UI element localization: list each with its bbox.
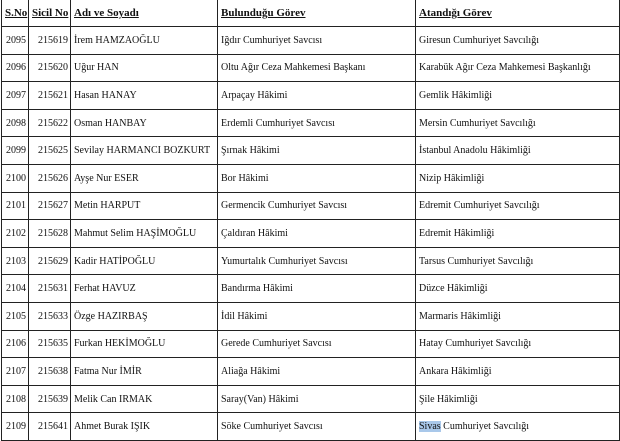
assigned-post-cell: Mersin Cumhuriyet Savcılığı (416, 109, 620, 137)
header-assigned-post: Atandığı Görev (416, 0, 620, 27)
name-cell: Furkan HEKİMOĞLU (71, 330, 218, 358)
current-post-cell: Bandırma Hâkimi (218, 275, 416, 303)
name-cell: Kadir HATİPOĞLU (71, 247, 218, 275)
sno-cell: 2103 (2, 247, 29, 275)
sno-cell: 2107 (2, 358, 29, 386)
assigned-post-cell: Edremit Hâkimliği (416, 220, 620, 248)
table-row (2, 247, 620, 275)
sicil-cell: 215626 (29, 164, 71, 192)
name-cell: Fatma Nur İMİR (71, 358, 218, 386)
assigned-post-cell: Ankara Hâkimliği (416, 358, 620, 386)
sno-cell: 2099 (2, 137, 29, 165)
assigned-post-cell: Nizip Hâkimliği (416, 164, 620, 192)
table-row (2, 275, 620, 303)
assigned-post-cell: Gemlik Hâkimliği (416, 82, 620, 110)
assigned-post-cell (416, 413, 620, 441)
sicil-cell: 215628 (29, 220, 71, 248)
sno-cell: 2100 (2, 164, 29, 192)
header-sicil: Sicil No (29, 0, 71, 27)
sno-cell: 2102 (2, 220, 29, 248)
current-post-cell: Oltu Ağır Ceza Mahkemesi Başkanı (218, 54, 416, 82)
current-post-cell: Erdemli Cumhuriyet Savcısı (218, 109, 416, 137)
name-cell: Melik Can IRMAK (71, 385, 218, 413)
sicil-cell: 215619 (29, 27, 71, 55)
header-row (2, 0, 620, 27)
assigned-post-cell: Karabük Ağır Ceza Mahkemesi Başkanlığı (416, 54, 620, 82)
current-post-cell: Çaldıran Hâkimi (218, 220, 416, 248)
header-sno: S.No (2, 0, 29, 27)
name-cell: Ayşe Nur ESER (71, 164, 218, 192)
table-row (2, 109, 620, 137)
table-row (2, 82, 620, 110)
sno-cell: 2096 (2, 54, 29, 82)
assigned-post-cell: Hatay Cumhuriyet Savcılığı (416, 330, 620, 358)
assigned-post-cell: Edremit Cumhuriyet Savcılığı (416, 192, 620, 220)
name-cell: Uğur HAN (71, 54, 218, 82)
sno-cell: 2098 (2, 109, 29, 137)
name-cell: Ahmet Burak IŞIK (71, 413, 218, 441)
sno-cell: 2108 (2, 385, 29, 413)
name-cell: Hasan HANAY (71, 82, 218, 110)
table-row (2, 413, 620, 441)
name-cell: Özge HAZIRBAŞ (71, 302, 218, 330)
sno-cell: 2109 (2, 413, 29, 441)
assigned-post-cell: Giresun Cumhuriyet Savcılığı (416, 27, 620, 55)
assigned-post-cell: İstanbul Anadolu Hâkimliği (416, 137, 620, 165)
sicil-cell: 215635 (29, 330, 71, 358)
name-cell: Osman HANBAY (71, 109, 218, 137)
assigned-post-cell: Tarsus Cumhuriyet Savcılığı (416, 247, 620, 275)
table-row (2, 192, 620, 220)
current-post-cell: Aliağa Hâkimi (218, 358, 416, 386)
sno-cell: 2095 (2, 27, 29, 55)
sicil-cell: 215639 (29, 385, 71, 413)
sno-cell: 2105 (2, 302, 29, 330)
current-post-cell: Saray(Van) Hâkimi (218, 385, 416, 413)
sno-cell: 2097 (2, 82, 29, 110)
name-cell: Metin HARPUT (71, 192, 218, 220)
current-post-cell: Şırnak Hâkimi (218, 137, 416, 165)
assigned-post-cell: Marmaris Hâkimliği (416, 302, 620, 330)
table-row (2, 164, 620, 192)
sno-cell: 2106 (2, 330, 29, 358)
sicil-cell: 215621 (29, 82, 71, 110)
current-post-cell: Bor Hâkimi (218, 164, 416, 192)
sno-cell: 2104 (2, 275, 29, 303)
sicil-cell: 215641 (29, 413, 71, 441)
table-row (2, 302, 620, 330)
table-row (2, 220, 620, 248)
selected-text[interactable]: Sivas (419, 421, 441, 433)
sicil-cell: 215638 (29, 358, 71, 386)
sicil-cell: 215631 (29, 275, 71, 303)
current-post-cell: Arpaçay Hâkimi (218, 82, 416, 110)
name-cell: Sevilay HARMANCI BOZKURT (71, 137, 218, 165)
name-cell: İrem HAMZAOĞLU (71, 27, 218, 55)
current-post-cell: Yumurtalık Cumhuriyet Savcısı (218, 247, 416, 275)
table-row (2, 385, 620, 413)
table-row (2, 54, 620, 82)
current-post-cell: Iğdır Cumhuriyet Savcısı (218, 27, 416, 55)
header-current-post: Bulunduğu Görev (218, 0, 416, 27)
sicil-cell: 215620 (29, 54, 71, 82)
current-post-cell: Söke Cumhuriyet Savcısı (218, 413, 416, 441)
name-cell: Ferhat HAVUZ (71, 275, 218, 303)
assigned-post-cell: Düzce Hâkimliği (416, 275, 620, 303)
sicil-cell: 215633 (29, 302, 71, 330)
table-row (2, 358, 620, 386)
current-post-cell: İdil Hâkimi (218, 302, 416, 330)
table-row (2, 27, 620, 55)
sicil-cell: 215622 (29, 109, 71, 137)
table-row (2, 330, 620, 358)
sicil-cell: 215627 (29, 192, 71, 220)
name-cell: Mahmut Selim HAŞİMOĞLU (71, 220, 218, 248)
header-name: Adı ve Soyadı (71, 0, 218, 27)
assigned-post-cell: Şile Hâkimliği (416, 385, 620, 413)
sno-cell: 2101 (2, 192, 29, 220)
table-row (2, 137, 620, 165)
sicil-cell: 215629 (29, 247, 71, 275)
current-post-cell: Germencik Cumhuriyet Savcısı (218, 192, 416, 220)
appointments-table (1, 0, 620, 441)
sicil-cell: 215625 (29, 137, 71, 165)
current-post-cell: Gerede Cumhuriyet Savcısı (218, 330, 416, 358)
cell-text: Cumhuriyet Savcılığı (440, 421, 529, 433)
